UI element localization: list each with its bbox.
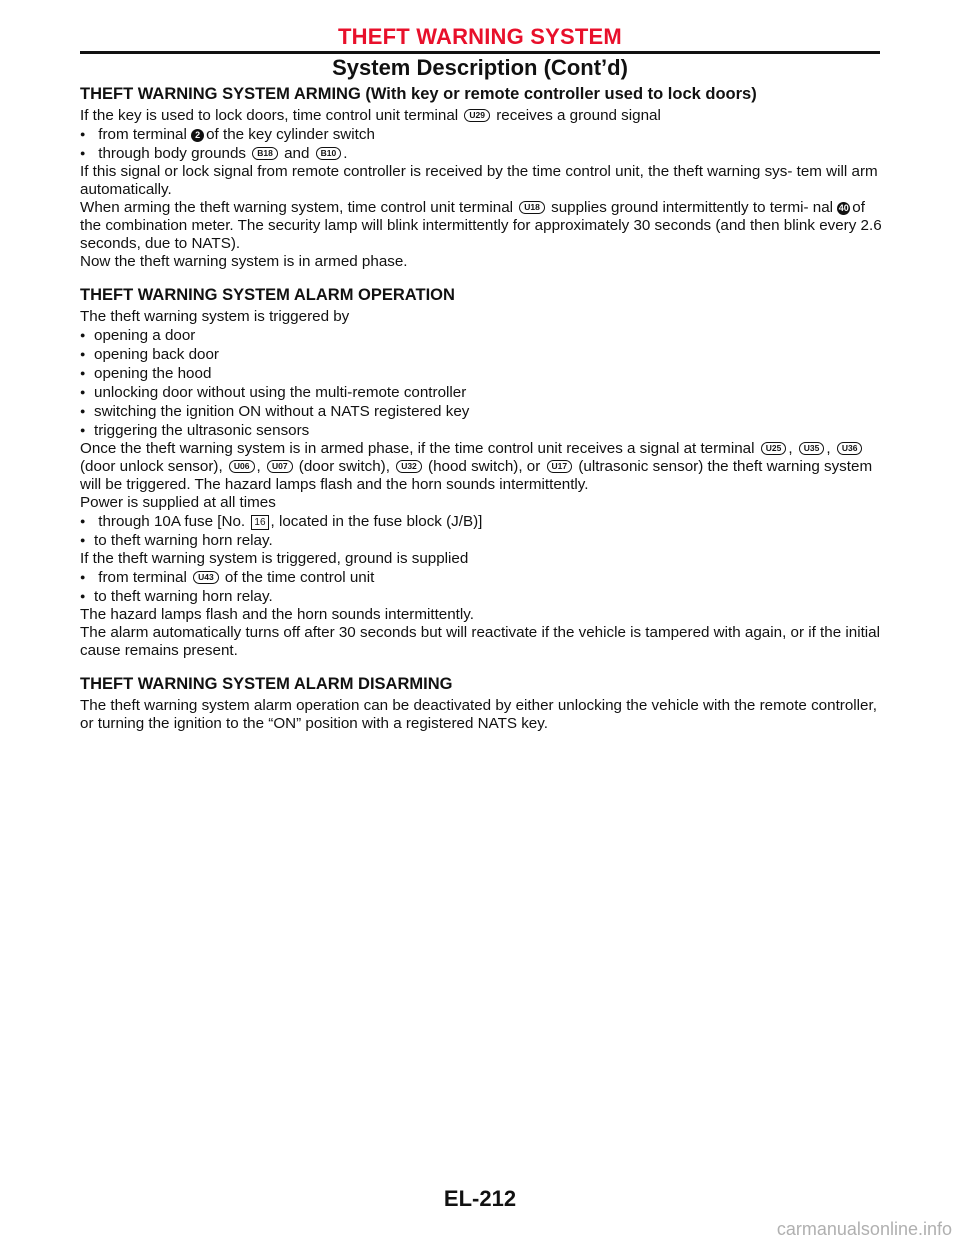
text-span: (hood switch), or [428,458,541,475]
text-span: , located in the fuse block (J/B)] [270,513,483,530]
ground-bullet-1 [80,568,886,587]
trigger-item: ● opening the hood [80,364,886,383]
alarm-paragraph-2: Power is supplied at all times [80,494,276,511]
section-title: THEFT WARNING SYSTEM [338,24,622,49]
connector-u36-badge: U36 [837,442,863,455]
text-span: When arming the theft warning system, time control unit terminal [80,199,514,216]
ground-bullet-2: ● to theft warning horn relay. [80,587,886,606]
connector-u17-badge: U17 [547,460,573,473]
header-divider [80,51,880,54]
alarm-heading: THEFT WARNING SYSTEM ALARM OPERATION [80,286,455,304]
connector-u32-badge: U32 [396,460,422,473]
alarm-intro: The theft warning system is triggered by [80,308,350,325]
text-span: and [284,145,310,162]
text-span: (ultrasonic sensor) the theft warning system will be triggered. The hazard lamps flash and the horn sounds intermittently. [80,458,873,493]
alarm-paragraph-1 [80,440,886,494]
alarm-paragraph-5: The alarm automatically turns off after 30 seconds but will reactivate if the vehicle is tampered with again, or if the initial cause remains present. [80,624,880,659]
text-span: . [343,145,348,162]
text-span: through body grounds [98,145,247,162]
arming-heading: THEFT WARNING SYSTEM ARMING (With key or remote controller used to lock doors) [80,85,757,103]
text-span: from terminal [98,126,187,143]
text-span: , [826,440,831,457]
connector-u06-badge: U06 [229,460,255,473]
text-span: through 10A fuse [No. [98,513,246,530]
watermark: carmanualsonline.info [776,1219,952,1239]
text-span: Once the theft warning system is in armed phase, if the time control unit receives a signal at terminal [80,440,755,457]
disarming-heading: THEFT WARNING SYSTEM ALARM DISARMING [80,675,453,693]
connector-u29-badge: U29 [464,109,490,122]
alarm-paragraph-3: If the theft warning system is triggered, ground is supplied [80,550,469,567]
text-span: (door switch), [298,458,390,475]
text-span: If the key is used to lock doors, time control unit terminal [80,107,459,124]
text-span: of the time control unit [224,569,375,586]
text-span: , [256,458,261,475]
arming-bullet-2 [80,144,886,163]
power-bullet-2: ● to theft warning horn relay. [80,531,886,550]
connector-u35-badge: U35 [799,442,825,455]
connector-u25-badge: U25 [761,442,787,455]
content-body [80,84,886,733]
trigger-item: ● unlocking door without using the multi-remote controller [80,383,886,402]
terminal-40-badge: 40 [838,203,849,213]
connector-b10-badge: B10 [316,147,342,160]
terminal-2-badge: 2 [191,129,204,142]
trigger-item: ● opening back door [80,345,886,364]
power-bullet-1 [80,512,886,531]
text-span: from terminal [98,569,187,586]
connector-u43-badge: U43 [193,571,219,584]
text-span: of the key cylinder switch [206,126,375,143]
text-span: (door unlock sensor), [80,458,223,475]
trigger-item: ● switching the ignition ON without a NATS registered key [80,402,886,421]
page-number: EL-212 [443,1186,517,1211]
connector-u18-badge: U18 [519,201,545,214]
text-span: , [788,440,793,457]
section-subtitle: System Description (Cont’d) [332,55,628,80]
connector-u07-badge: U07 [267,460,293,473]
arming-paragraph-1 [80,107,886,125]
arming-bullet-1 [80,125,886,144]
text-span: of the combination meter. The security lamp will blink intermittently for approximately 30 seconds (and then blink every 2.6 seconds, due to NATS). [80,199,882,252]
alarm-paragraph-4: The hazard lamps flash and the horn sounds intermittently. [80,606,474,623]
fuse-number-badge: 16 [251,515,268,530]
text-span: supplies ground intermittently to termi- nal [551,199,834,216]
arming-paragraph-4: Now the theft warning system is in armed phase. [80,253,408,270]
trigger-item: ● triggering the ultrasonic sensors [80,421,886,440]
arming-paragraph-3 [80,199,886,253]
arming-paragraph-2: If this signal or lock signal from remote controller is received by the time control unit, the theft warning sys- tem will arm automatically. [80,163,878,198]
disarming-paragraph: The theft warning system alarm operation can be deactivated by either unlocking the vehicle with the remote controller, or turning the ignition to the “ON” position with a registered NATS key. [80,697,877,732]
trigger-item: ● opening a door [80,326,886,345]
text-span: receives a ground signal [496,107,661,124]
connector-b18-badge: B18 [252,147,278,160]
